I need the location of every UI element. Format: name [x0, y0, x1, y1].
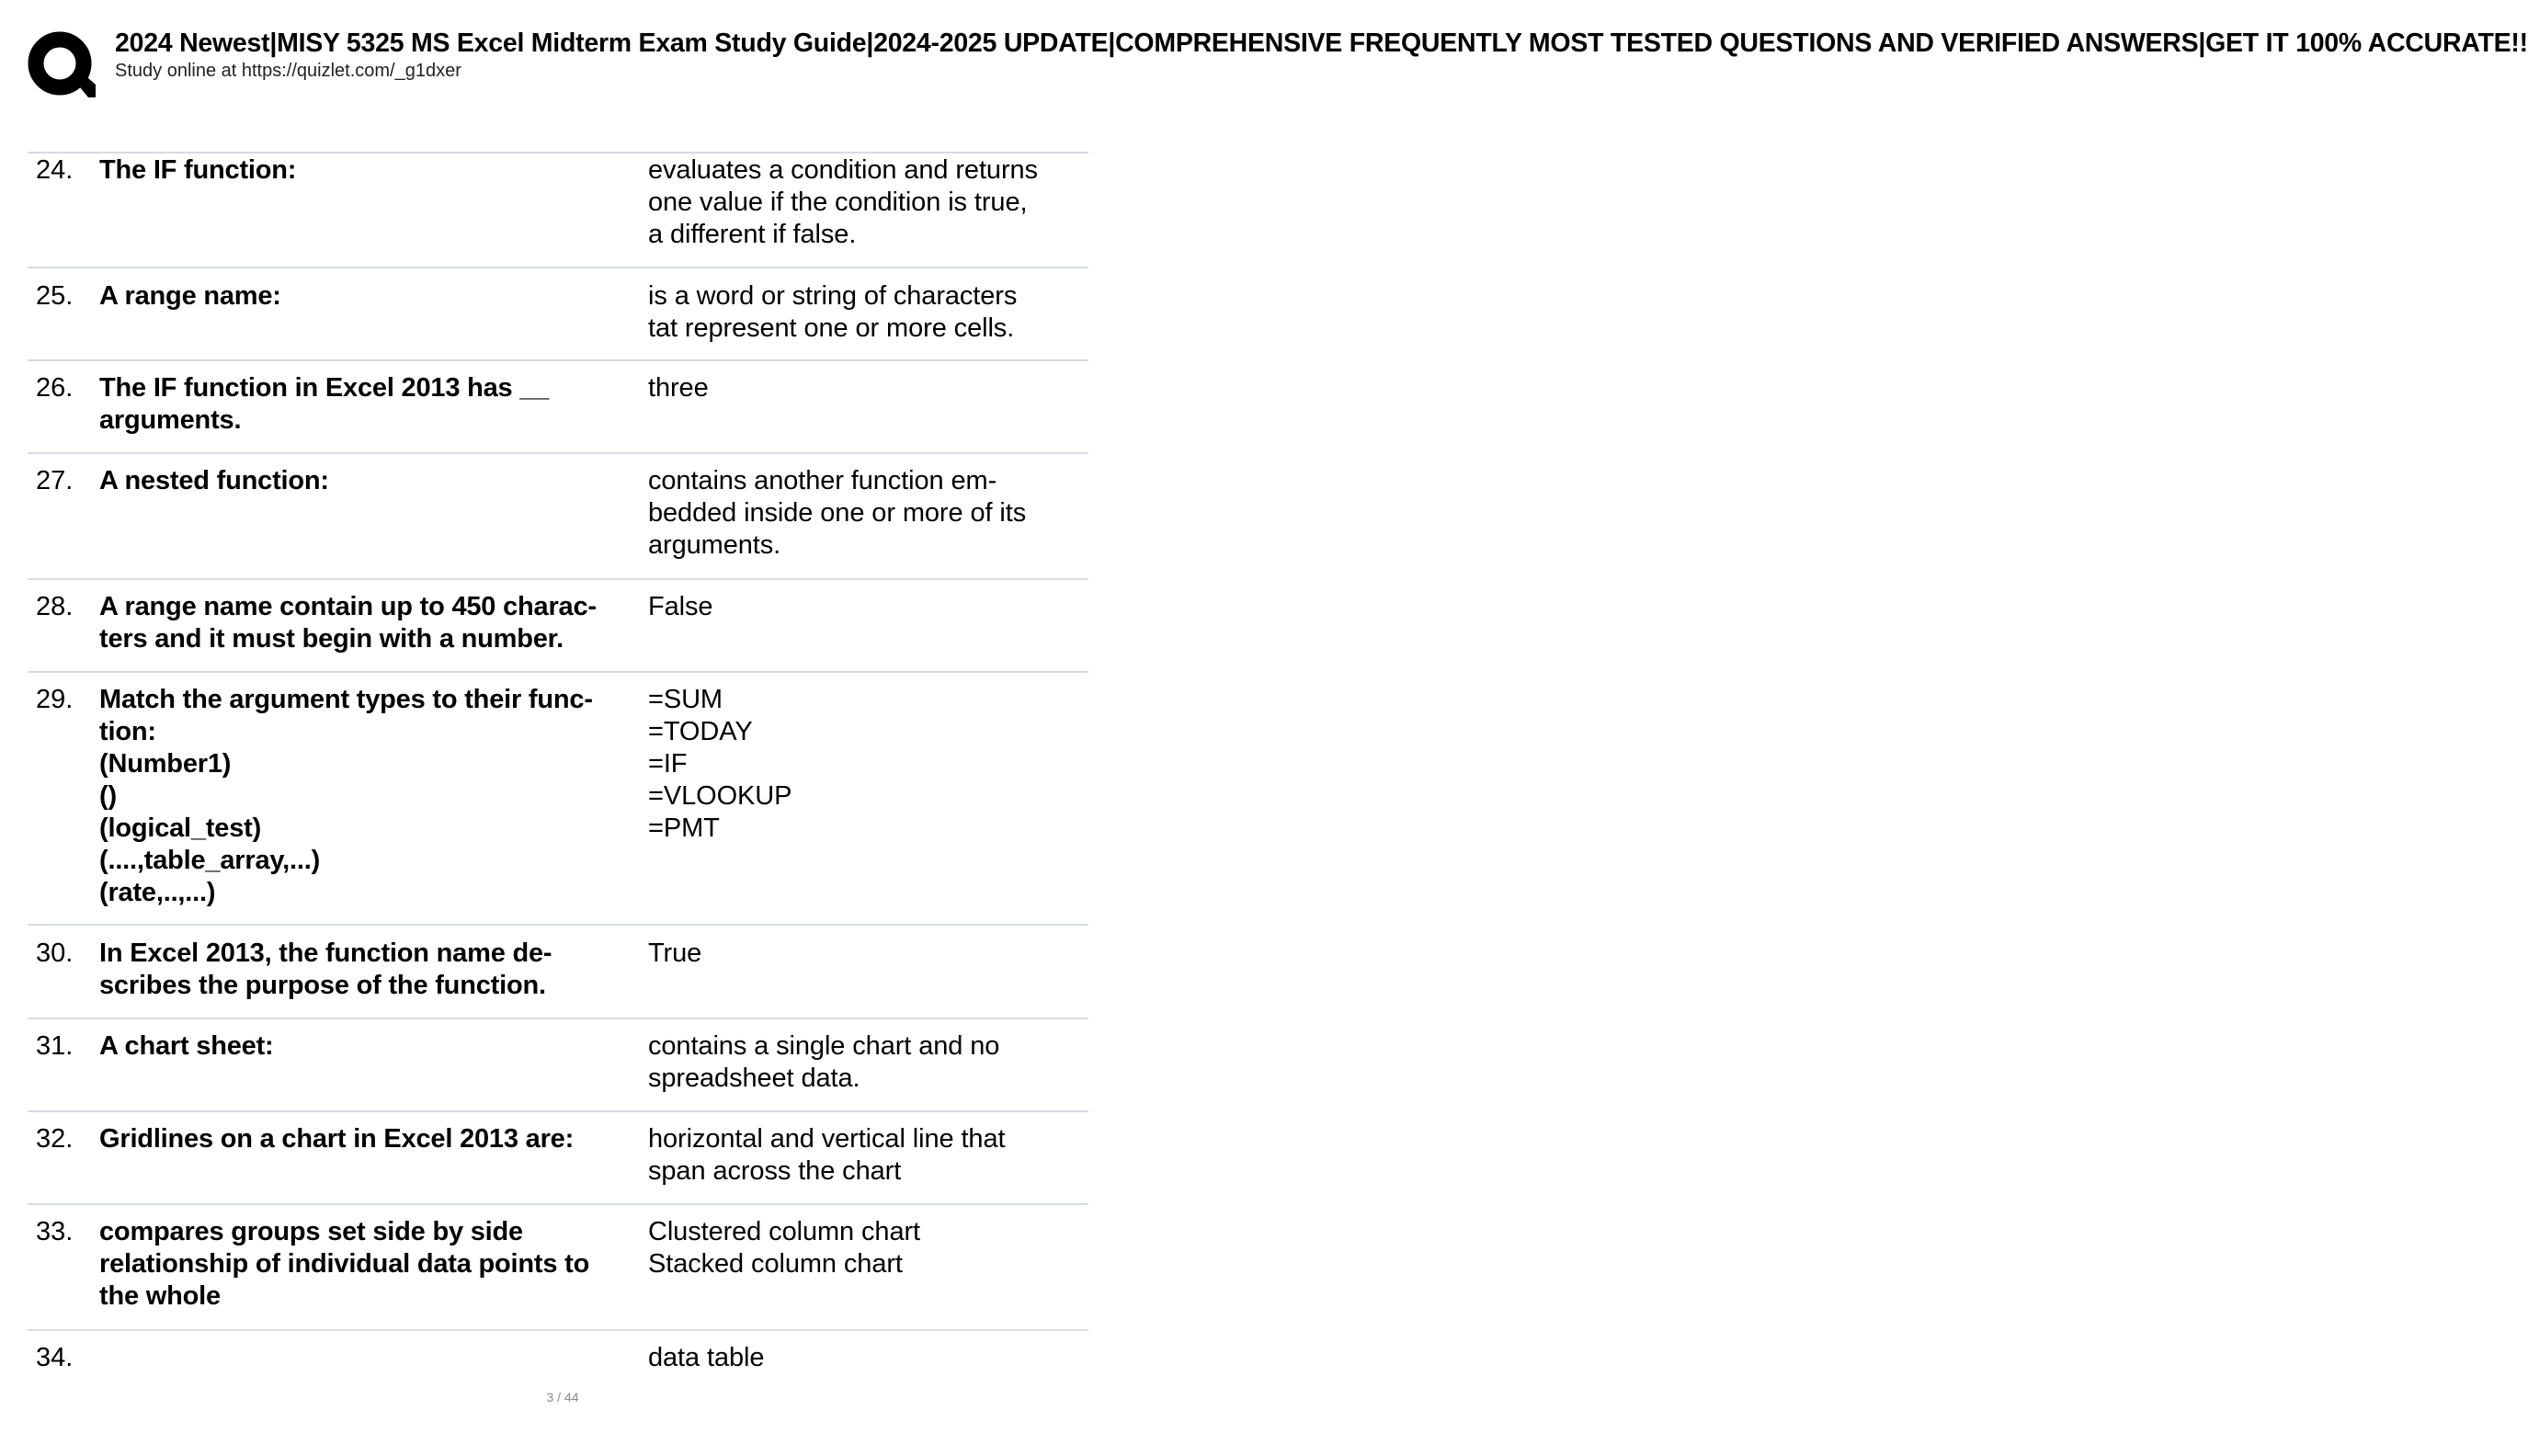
study-online-link[interactable]: Study online at https://quizlet.com/_g1dxer	[115, 60, 461, 81]
answer-text	[648, 280, 1080, 345]
answer-text	[648, 684, 1080, 845]
item-number: 28.	[36, 592, 74, 621]
answer-line: one value if the condition is true,	[648, 188, 1028, 217]
row-divider	[28, 578, 1088, 580]
question-text	[99, 372, 642, 437]
answer-line: =TODAY	[648, 717, 753, 746]
answer-text	[648, 1030, 1080, 1095]
question-line: Match the argument types to their func-	[99, 685, 593, 714]
title-line: AND VERIFIED ANSWERS|GET IT 100% ACCURATE!!	[1877, 28, 2528, 58]
page-number: 3 / 44	[546, 1390, 579, 1405]
answer-line: =PMT	[648, 813, 720, 843]
answer-line: evaluates a condition and returns	[648, 155, 1038, 185]
item-number: 27.	[36, 466, 74, 495]
row-divider	[28, 452, 1088, 454]
answer-text	[648, 465, 1080, 562]
question-line: scribes the purpose of the function.	[99, 971, 546, 1000]
question-line: (Number1)	[99, 749, 232, 779]
header-divider	[28, 152, 1088, 154]
answer-line: tat represent one or more cells.	[648, 313, 1015, 343]
row-divider	[28, 671, 1088, 673]
question-line: A range name contain up to 450 charac-	[99, 592, 597, 621]
row-divider	[28, 359, 1088, 361]
answer-line: True	[648, 938, 702, 968]
answer-line: contains another function em-	[648, 466, 997, 495]
answer-line: =VLOOKUP	[648, 781, 792, 811]
title-line: UPDATE|COMPREHENSIVE FREQUENTLY MOST TESTED QUESTIONS	[1003, 28, 1873, 58]
item-number: 26.	[36, 373, 74, 403]
question-line: ters and it must begin with a number.	[99, 624, 564, 654]
question-text	[99, 1216, 642, 1313]
question-text	[99, 1123, 642, 1155]
answer-text	[648, 938, 1080, 970]
item-number: 33.	[36, 1217, 74, 1246]
question-text	[99, 465, 642, 497]
answer-line: contains a single chart and no	[648, 1031, 1000, 1061]
answer-line: a different if false.	[648, 220, 857, 249]
answer-line: span across the chart	[648, 1156, 902, 1186]
answer-text	[648, 372, 1080, 404]
answer-line: =IF	[648, 749, 688, 779]
question-line: compares groups set side by side	[99, 1217, 523, 1246]
item-number: 25.	[36, 281, 74, 311]
question-line: (rate,..,...)	[99, 878, 216, 907]
title-block	[115, 28, 2528, 81]
question-line: relationship of individual data points to	[99, 1249, 590, 1279]
answer-text	[648, 1216, 1080, 1280]
question-text	[99, 684, 642, 909]
document-title	[115, 28, 2528, 60]
row-divider	[28, 1110, 1088, 1112]
answer-line: bedded inside one or more of its	[648, 498, 1027, 528]
question-line: A nested function:	[99, 466, 329, 495]
question-line: (....,table_array,...)	[99, 846, 321, 875]
answer-line: False	[648, 592, 713, 621]
question-line: The IF function in Excel 2013 has __	[99, 373, 550, 403]
question-line: In Excel 2013, the function name de-	[99, 938, 552, 968]
question-text	[99, 154, 642, 187]
item-number: 32.	[36, 1124, 74, 1154]
question-text	[99, 1030, 642, 1063]
answer-text	[648, 1342, 1080, 1374]
question-text	[99, 280, 642, 313]
question-text	[99, 591, 642, 655]
question-line: ()	[99, 781, 117, 811]
row-divider	[28, 1203, 1088, 1205]
question-line: tion:	[99, 717, 156, 746]
item-number: 24.	[36, 155, 74, 185]
question-line: arguments.	[99, 405, 242, 435]
item-number: 29.	[36, 685, 74, 714]
answer-line: is a word or string of characters	[648, 281, 1018, 311]
question-line: A range name:	[99, 281, 281, 311]
item-number: 31.	[36, 1031, 74, 1061]
answer-line: three	[648, 373, 709, 403]
title-line: 2024 Newest|MISY 5325 MS Excel Midterm Exam Study Guide|2024-2025	[115, 28, 997, 58]
item-number: 34.	[36, 1343, 74, 1372]
question-line: A chart sheet:	[99, 1031, 274, 1061]
answer-line: spreadsheet data.	[648, 1064, 860, 1093]
question-line: Gridlines on a chart in Excel 2013 are:	[99, 1124, 575, 1154]
question-line: the whole	[99, 1281, 221, 1311]
answer-line: data table	[648, 1343, 765, 1372]
row-divider	[28, 924, 1088, 926]
answer-text	[648, 591, 1080, 623]
row-divider	[28, 267, 1088, 268]
quizlet-logo-icon	[28, 31, 96, 99]
answer-line: Clustered column chart	[648, 1217, 920, 1246]
answer-text	[648, 1123, 1080, 1188]
question-line: The IF function:	[99, 155, 297, 185]
answer-text	[648, 154, 1080, 251]
row-divider	[28, 1018, 1088, 1019]
question-text	[99, 938, 642, 1002]
row-divider	[28, 1329, 1088, 1331]
item-number: 30.	[36, 938, 74, 968]
answer-line: arguments.	[648, 530, 781, 560]
answer-line: Stacked column chart	[648, 1249, 903, 1279]
page-header	[0, 0, 2528, 153]
question-line: (logical_test)	[99, 813, 262, 843]
answer-line: horizontal and vertical line that	[648, 1124, 1006, 1154]
answer-line: =SUM	[648, 685, 723, 714]
